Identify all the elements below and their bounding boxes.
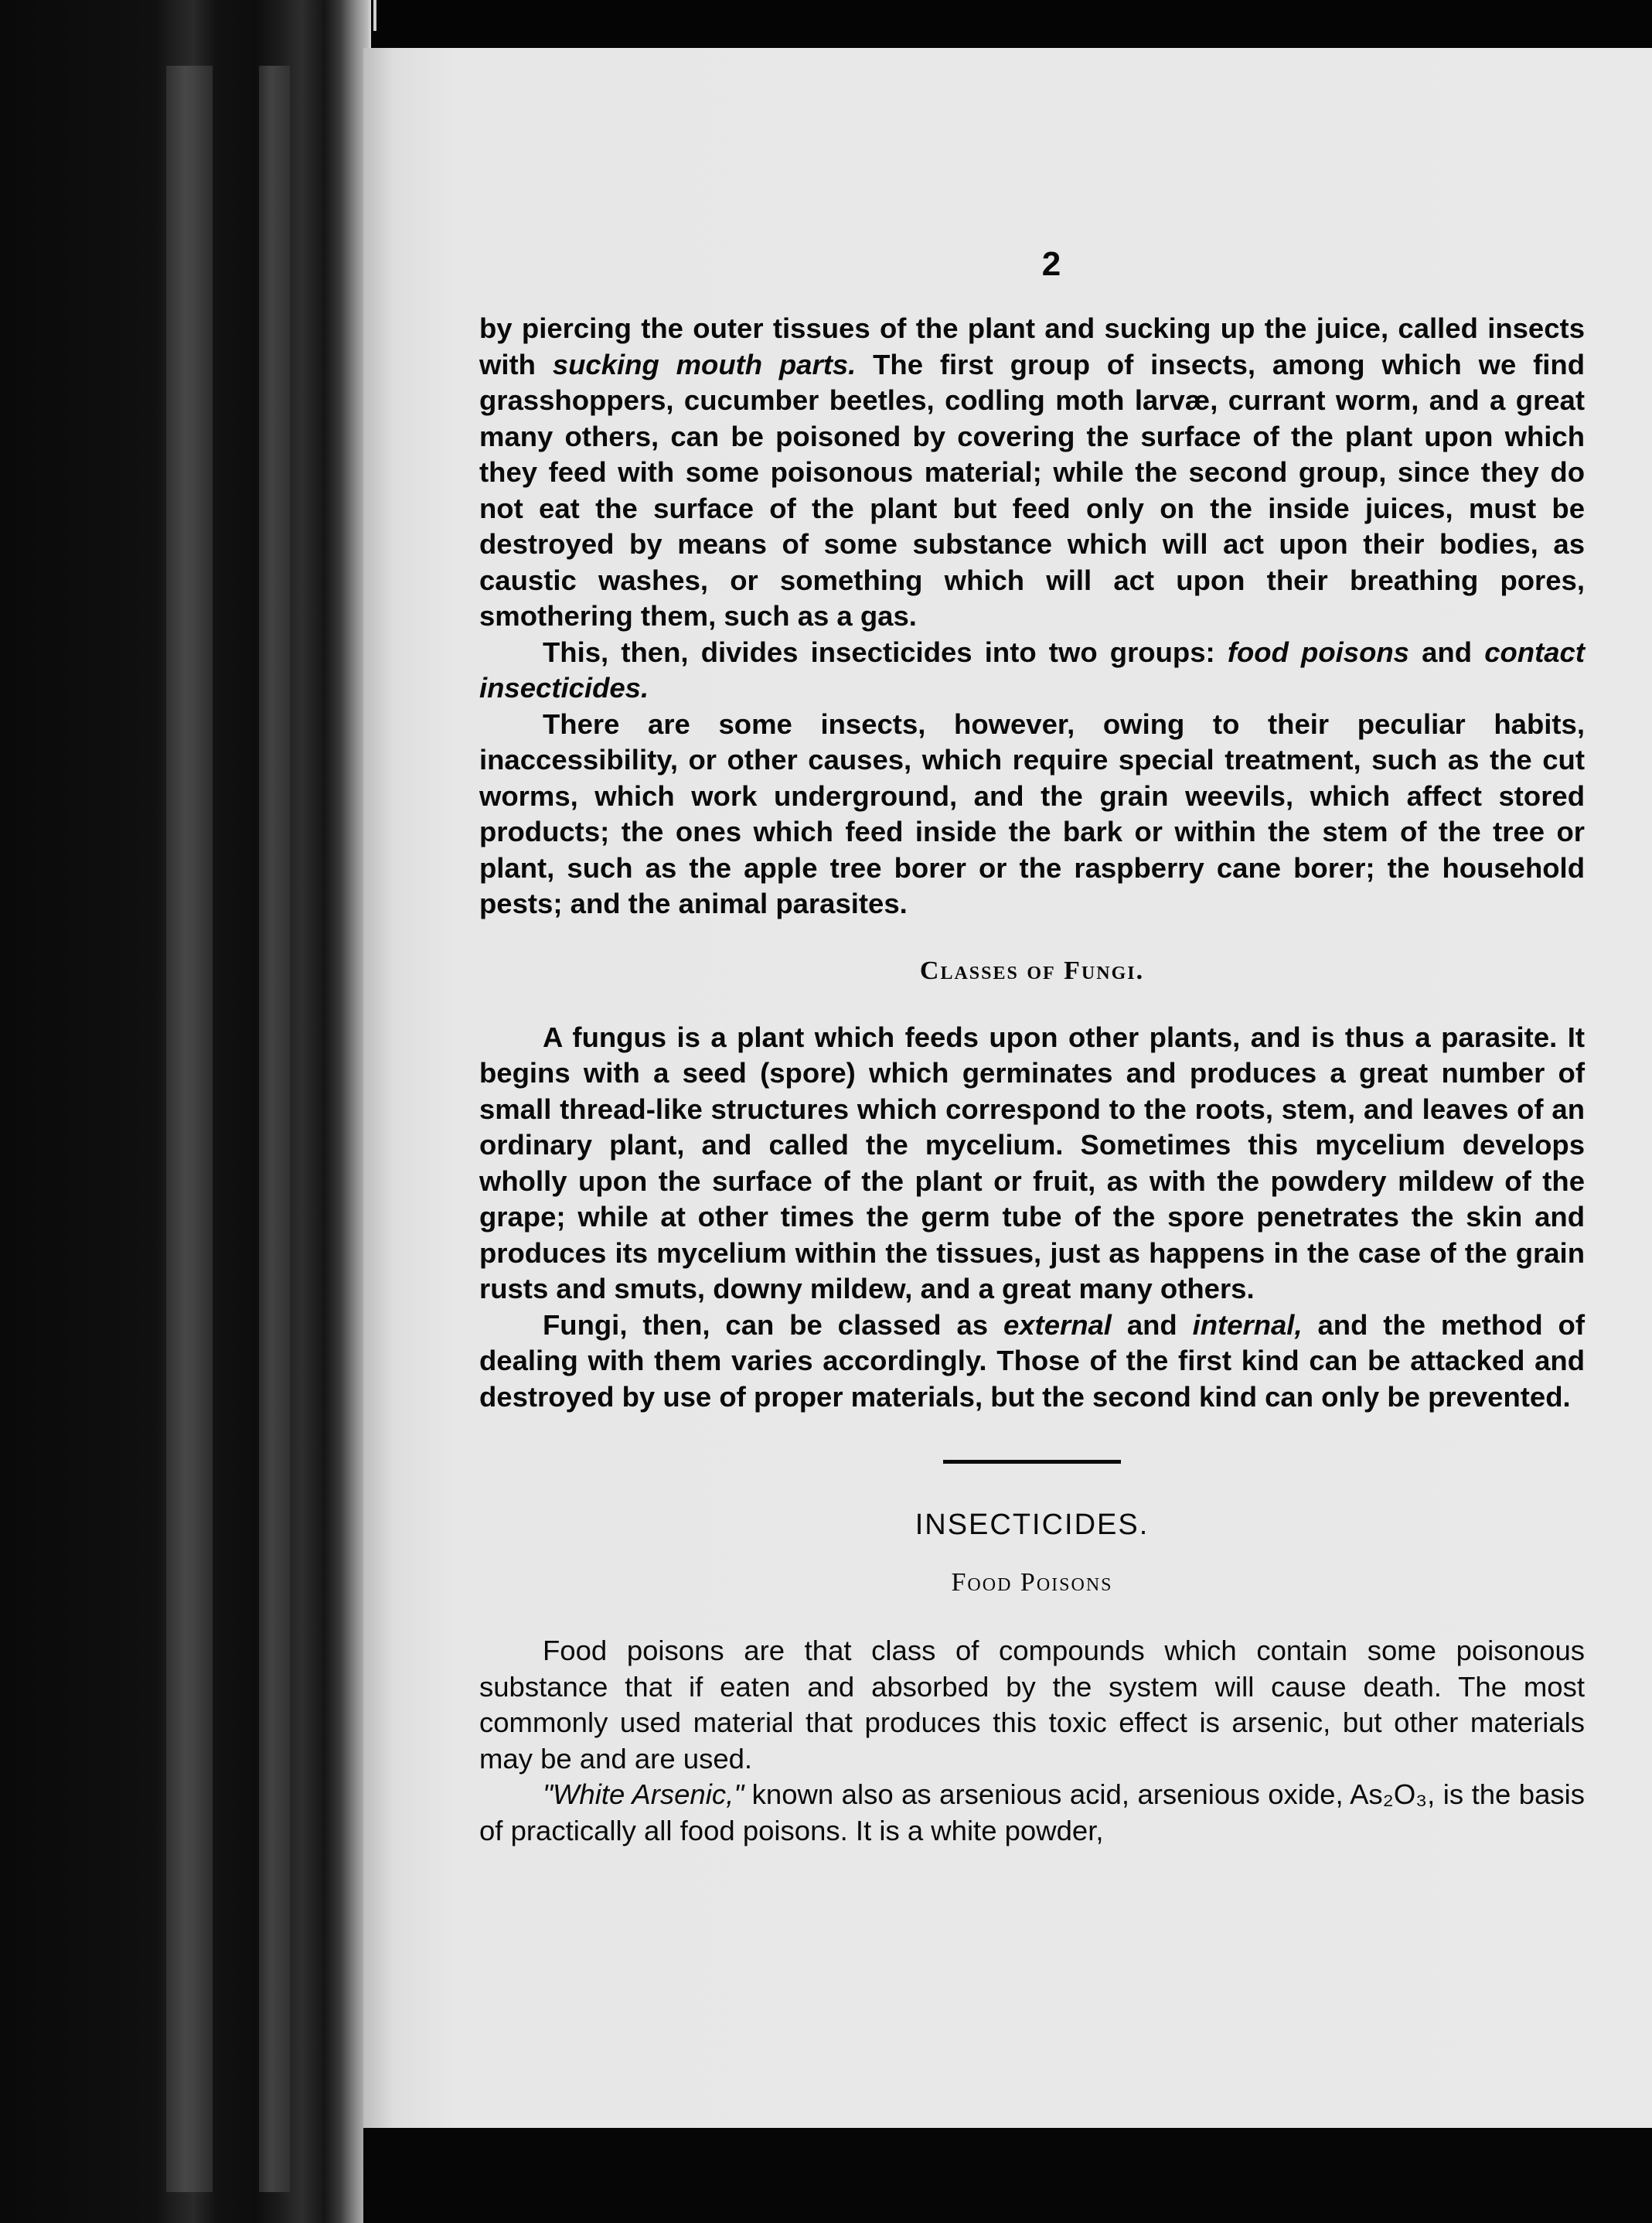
emphasis-white-arsenic: "White Arsenic," xyxy=(543,1778,744,1810)
paragraph-insecticide-groups: This, then, divides insecticides into two groups: food poisons and contact insecticides. xyxy=(479,636,1586,704)
paragraph-white-arsenic: "White Arsenic," known also as arsenious acid, arsenious oxide, As₂O₃, is the basis of practically all food poisons. It is a white powder, xyxy=(479,1778,1585,1846)
emphasis-sucking-mouth-parts: sucking mouth parts. xyxy=(552,348,857,380)
emphasis-internal: internal, xyxy=(1192,1308,1303,1341)
binding-edge-mark xyxy=(373,0,376,31)
emphasis-external: external xyxy=(1003,1308,1112,1341)
emphasis-contact-insecticides: contact insecticides. xyxy=(479,636,1586,704)
paragraph-insect-groups: by piercing the outer tissues of the plant and sucking up the juice, called insects with sucking mouth parts. The first group of insects, among which we find grasshoppers, cucumber beetles, codling moth larvæ, currant worm, and a great many others, can be poisoned by covering the surface of the plant upon which they feed with some poisonous material; while the second group, since they do not eat the surface of the plant but feed only on the inside juices, must be destroyed by means of some substance which will act upon their bodies, as caustic washes, or something which will act upon their breathing pores, smothering them, such as a gas. xyxy=(479,312,1585,632)
subsection-heading-food-poisons: Food Poisons xyxy=(951,1568,1113,1597)
section-heading-insecticides: INSECTICIDES. xyxy=(915,1509,1150,1541)
book-page xyxy=(363,48,1652,2128)
section-heading-classes-of-fungi: Classes of Fungi. xyxy=(919,956,1145,985)
chemical-formula: As₂O₃ xyxy=(1350,1778,1428,1810)
spine-band xyxy=(166,66,213,2192)
book-spine xyxy=(0,0,371,2223)
emphasis-food-poisons: food poisons xyxy=(1227,636,1409,668)
paragraph-fungi-classes: Fungi, then, can be classed as external and internal, and the method of dealing with them varies accordingly. Those of the first kind can be attacked and destroyed by use of proper materials, but the second kind can only be prevented. xyxy=(479,1308,1585,1413)
paragraph-special-treatment: There are some insects, however, owing to their peculiar habits, inaccessibility, or other causes, which require special treatment, such as the cut worms, which work underground, and the grain weevils, which affect stored products; the ones which feed inside the bark or within the stem of the tree or plant, such as the apple tree borer or the raspberry cane borer; the household pests; and the animal parasites. xyxy=(479,707,1585,919)
page-text-block xyxy=(479,311,1585,1849)
page-number: 2 xyxy=(1041,245,1061,283)
page-bottom-shadow xyxy=(363,2128,1652,2223)
paragraph-food-poisons: Food poisons are that class of compounds which contain some poisonous substance that if eaten and absorbed by the system will cause death. The most commonly used material that produces this toxic effect is arsenic, but other materials may be and are used. xyxy=(479,1635,1585,1775)
paragraph-fungus-definition: A fungus is a plant which feeds upon other plants, and is thus a parasite. It begins with a seed (spore) which germinates and produces a great number of small thread-like structures which correspond to the roots, stem, and leaves of an ordinary plant, and called the mycelium. Sometimes this mycelium develops wholly upon the surface of the plant or fruit, as with the powdery mildew of the grape; while at other times the germ tube of the spore penetrates the skin and produces its mycelium within the tissues, just as happens in the case of the grain rusts and smuts, downy mildew, and a great many others. xyxy=(479,1021,1585,1304)
spine-band xyxy=(259,66,290,2192)
